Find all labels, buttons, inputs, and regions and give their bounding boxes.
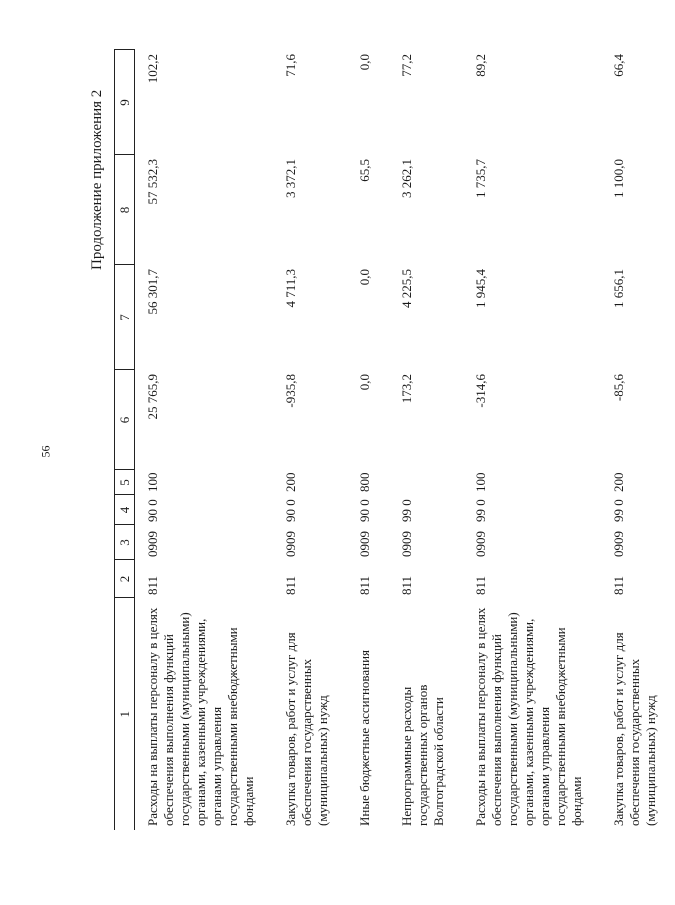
row-name: Непрограммные расходы государственных органов Волгоградской области — [399, 684, 446, 826]
column-header: 5 — [115, 470, 135, 495]
expense-type-code: 800 — [357, 472, 372, 492]
column-header: 1 — [115, 598, 135, 830]
value-col9: 102,2 — [145, 54, 160, 84]
section-code: 0909 — [357, 531, 372, 557]
value-col9: 89,2 — [473, 54, 488, 77]
table-row — [389, 50, 463, 830]
column-header: 3 — [115, 525, 135, 560]
row-name: Расходы на выплаты персоналу в целях обеспечения выполнения функций государственными (муниципальными) органами, казенными учреждениями, органами управления государственными внебюджетными фондами — [473, 607, 584, 826]
value-col8: 3 372,1 — [283, 159, 298, 198]
table-row — [273, 50, 347, 830]
expense-type-code: 200 — [283, 472, 298, 492]
target-code: 90 0 — [283, 499, 298, 522]
value-col9: 66,4 — [611, 54, 626, 77]
row-name: Закупка товаров, работ и услуг для обеспечения государственных (муниципальных) нужд — [611, 632, 658, 826]
column-header: 9 — [115, 50, 135, 155]
value-col8: 1 735,7 — [473, 159, 488, 198]
section-code: 0909 — [145, 531, 160, 557]
value-col7: 0,0 — [357, 269, 372, 286]
value-col7: 1 656,1 — [611, 269, 626, 308]
table-row — [463, 50, 601, 830]
value-col6: -85,6 — [611, 374, 626, 402]
admin-code: 811 — [473, 575, 488, 595]
expense-type-code: 100 — [145, 472, 160, 492]
section-code: 0909 — [473, 531, 488, 557]
value-col7: 56 301,7 — [145, 269, 160, 315]
value-col8: 1 100,0 — [611, 159, 626, 198]
column-number-header — [115, 50, 135, 830]
value-col6: 173,2 — [399, 374, 414, 404]
value-col7: 1 945,4 — [473, 269, 488, 308]
section-code: 0909 — [283, 531, 298, 557]
target-code: 99 0 — [611, 499, 626, 522]
value-col6: -314,6 — [473, 374, 488, 408]
row-name: Иные бюджетные ассигнования — [357, 649, 372, 826]
table-row — [135, 50, 274, 830]
section-code: 0909 — [611, 531, 626, 557]
admin-code: 811 — [357, 575, 372, 595]
target-code: 99 0 — [399, 499, 414, 522]
target-code: 99 0 — [473, 499, 488, 522]
admin-code: 811 — [283, 575, 298, 595]
row-name: Расходы на выплаты персоналу в целях обеспечения выполнения функций государственными (муниципальными) органами, казенными учреждениями, органами управления государственными внебюджетными фондами — [145, 607, 256, 826]
expense-type-code — [389, 470, 463, 495]
budget-table — [114, 50, 675, 831]
value-col8: 3 262,1 — [399, 159, 414, 198]
value-col6: -935,8 — [283, 374, 298, 408]
value-col8: 65,5 — [357, 159, 372, 182]
admin-code: 811 — [399, 575, 414, 595]
section-code: 0909 — [399, 531, 414, 557]
page-number: 56 — [38, 445, 53, 458]
target-code: 90 0 — [357, 499, 372, 522]
column-header: 4 — [115, 495, 135, 525]
rotated-page-content — [89, 50, 658, 830]
admin-code: 811 — [145, 575, 160, 595]
value-col7: 4 225,5 — [399, 269, 414, 308]
value-col7: 4 711,3 — [283, 269, 298, 308]
column-header: 2 — [115, 560, 135, 598]
row-name: Закупка товаров, работ и услуг для обеспечения государственных (муниципальных) нужд — [283, 632, 330, 826]
table-row — [601, 50, 675, 830]
value-col6: 0,0 — [357, 374, 372, 391]
column-header: 7 — [115, 265, 135, 370]
expense-type-code: 100 — [473, 472, 488, 492]
column-header: 8 — [115, 155, 135, 265]
target-code: 90 0 — [145, 499, 160, 522]
admin-code: 811 — [611, 575, 626, 595]
table-row — [347, 50, 389, 830]
value-col9: 71,6 — [283, 54, 298, 77]
value-col9: 0,0 — [357, 54, 372, 71]
continuation-label: Продолжение приложения 2 — [89, 89, 105, 270]
expense-type-code: 200 — [611, 472, 626, 492]
column-header: 6 — [115, 370, 135, 470]
value-col9: 77,2 — [399, 54, 414, 77]
value-col6: 25 765,9 — [145, 374, 160, 420]
value-col8: 57 532,3 — [145, 159, 160, 205]
